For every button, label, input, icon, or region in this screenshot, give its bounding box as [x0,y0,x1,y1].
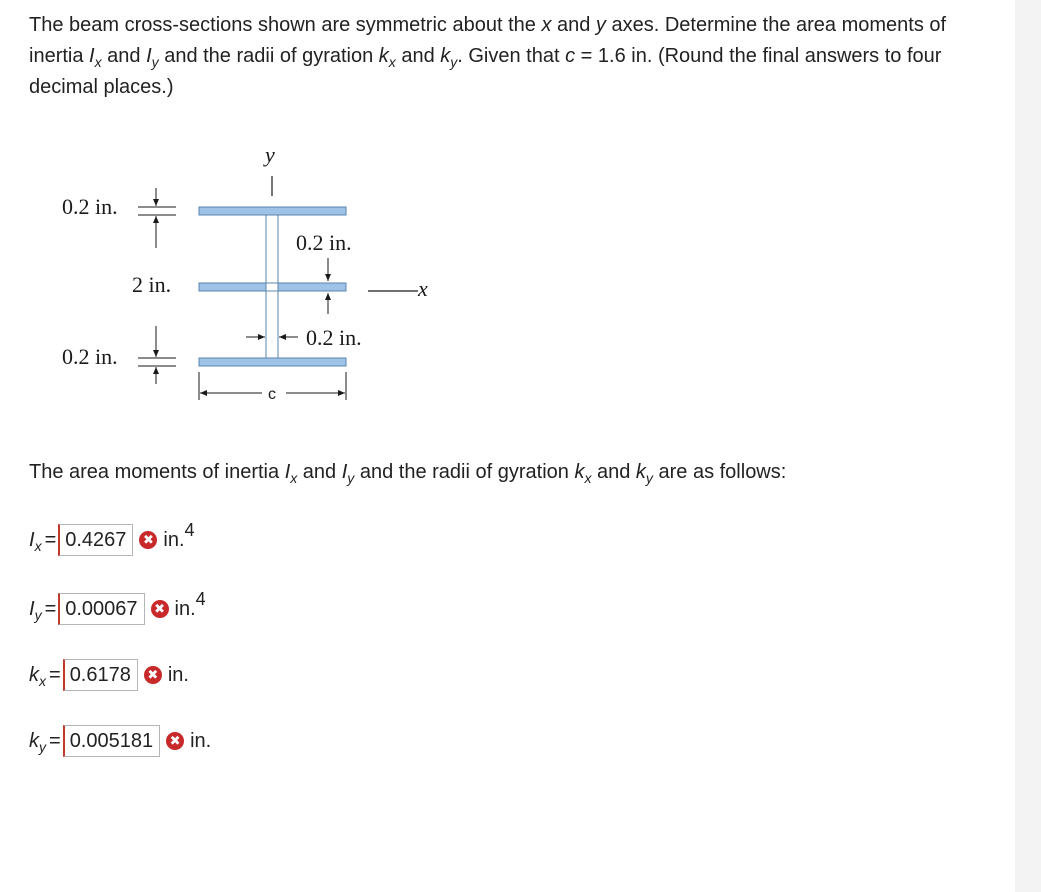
width-c-label: c [268,386,276,403]
iy-answer-field[interactable]: 0.00067 [58,593,144,625]
lower-web [266,291,278,358]
kx-unit: in. [167,663,189,686]
x-circle-icon: ✖ [144,666,162,684]
answer-label-ix: $I_x$ [29,528,42,554]
answer-label-ky: $k_y$ [29,729,46,755]
ix-unit: in.$^4$ [163,519,195,551]
x-circle-icon: ✖ [139,531,157,549]
answers-intro-text: The area moments of inertia $I_x$ and $I_y$ and the radii of gyration $k_x$ and $k_y$ are as follows: [29,461,787,486]
answer-label-kx: $k_x$ [29,663,46,689]
web-height-label: 2 in. [132,272,172,297]
top-flange-thickness-label: 0.2 in. [62,194,118,219]
middle-flange-left [199,283,266,291]
middle-flange-right [278,283,346,291]
x-axis-label: x [418,276,428,301]
beam-cross-section-figure [50,138,470,423]
question-text: The beam cross-sections shown are symmetric about the x and y axes. Determine the area moments of inertia $I_x$ and $I_y$ and the radii of gyration $k_x$ and $k_y$. Given that c = 1.6 in. (Round the final answers to four decimal places.) [29,14,947,98]
x-circle-icon: ✖ [166,732,184,750]
web-thickness-label: 0.2 in. [306,325,362,350]
answer-row-ix: $I_x$ = 0.4267 ✖ in.$^4$ [29,523,195,557]
answer-label-iy: $I_y$ [29,597,42,623]
answer-row-ky: $k_y$ = 0.005181 ✖ in. [29,724,211,758]
ky-answer-field[interactable]: 0.005181 [63,725,160,757]
ky-unit: in. [190,729,212,752]
answer-row-kx: $k_x$ = 0.6178 ✖ in. [29,658,189,692]
iy-unit: in.$^4$ [174,588,206,620]
kx-answer-field[interactable]: 0.6178 [63,659,138,691]
ix-answer-field[interactable]: 0.4267 [58,524,133,556]
upper-web [266,215,278,283]
page-scroll-gutter [1015,0,1041,892]
bottom-flange [199,358,346,366]
bottom-flange-thickness-label: 0.2 in. [62,344,118,369]
top-flange [199,207,346,215]
y-axis-label: y [265,142,275,167]
flange-gap-label: 0.2 in. [296,230,352,255]
x-circle-icon: ✖ [151,600,169,618]
answer-row-iy: $I_y$ = 0.00067 ✖ in.$^4$ [29,592,206,626]
